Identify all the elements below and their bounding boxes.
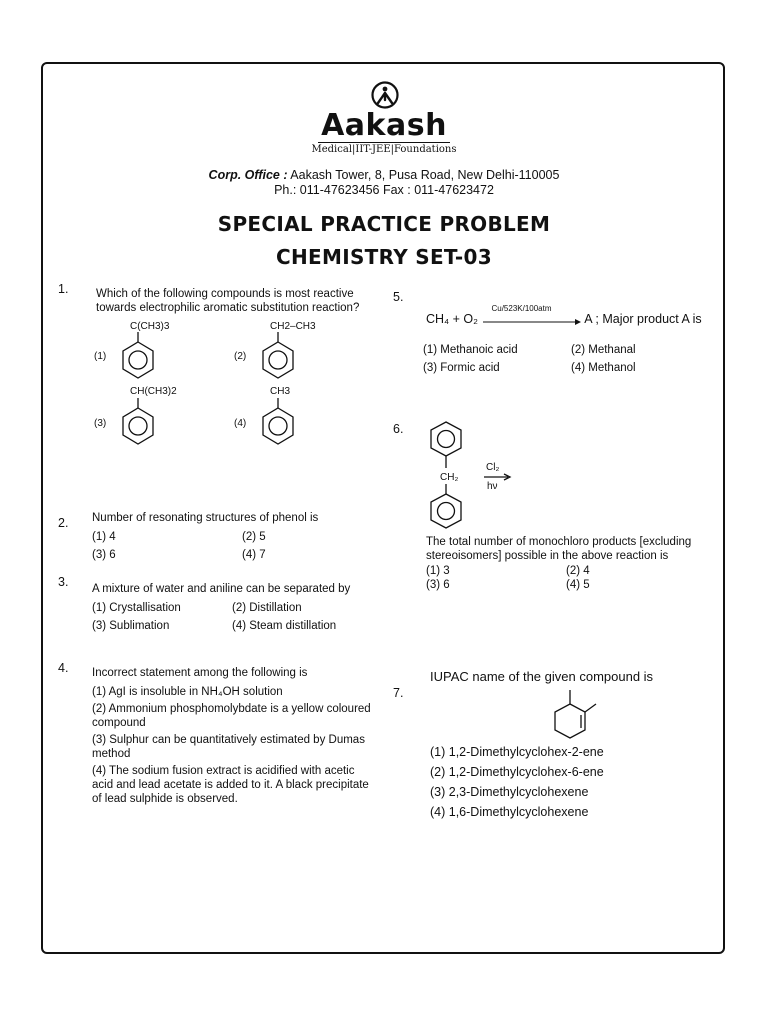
q2-option-3[interactable]: (3) 6 [92, 549, 116, 561]
q6-ch2: CH₂ [440, 472, 459, 483]
reaction-arrow-icon [481, 318, 581, 326]
q1-label-2: (2) [234, 351, 247, 362]
q3-option-3[interactable]: (3) Sublimation [92, 620, 170, 632]
q1-sub-2: CH2–CH3 [270, 321, 316, 332]
q2-number: 2. [58, 516, 69, 530]
q6-option-3[interactable]: (3) 6 [426, 579, 450, 591]
q3-options [92, 599, 382, 635]
q5-option-1[interactable]: (1) Methanoic acid [423, 344, 518, 356]
q1-sub-1: C(CH3)3 [130, 321, 170, 332]
q4-option-2[interactable]: (2) Ammonium phosphomolybdate is a yellow coloured compound [92, 703, 371, 729]
q2-option-4[interactable]: (4) 7 [242, 549, 266, 561]
corp-address: Aakash Tower, 8, Pusa Road, New Delhi-110005 [290, 168, 560, 182]
brand-name: Aakash [321, 108, 447, 143]
q5-number: 5. [393, 290, 404, 304]
q2-text: Number of resonating structures of phenol is [92, 512, 319, 524]
q1-text: Which of the following compounds is most reactive towards electrophilic aromatic substitution reaction? [96, 288, 360, 314]
aakash-logo-icon [370, 80, 400, 110]
q7-text: IUPAC name of the given compound is [430, 669, 654, 684]
q3-text: A mixture of water and aniline can be separated by [92, 583, 351, 595]
q4-option-3[interactable]: (3) Sulphur can be quantitatively estimated by Dumas method [92, 734, 365, 760]
q4-number: 4. [58, 661, 69, 675]
q6-option-2[interactable]: (2) 4 [566, 565, 590, 577]
q4-option-4[interactable]: (4) The sodium fusion extract is acidified with acetic acid and lead acetate is added to it. A black precipitate of lead sulphide is observed. [92, 765, 369, 805]
q1-sub-4: CH3 [270, 386, 291, 397]
q7-option-3[interactable]: (3) 2,3-Dimethylcyclohexene [430, 785, 589, 799]
q5-condition: Cu/523K/100atm [491, 303, 552, 313]
q6-option-1[interactable]: (1) 3 [426, 565, 450, 577]
q3-option-2[interactable]: (2) Distillation [232, 602, 302, 614]
corp-office [150, 168, 618, 198]
q7-option-2[interactable]: (2) 1,2-Dimethylcyclohex-6-ene [430, 765, 604, 779]
q6-option-4[interactable]: (4) 5 [566, 579, 590, 591]
q3-option-1[interactable]: (1) Crystallisation [92, 602, 181, 614]
q1-label-1: (1) [94, 351, 107, 362]
q3-option-4[interactable]: (4) Steam distillation [232, 620, 337, 632]
q5-reactants: CH₄ + O₂ [426, 312, 478, 326]
q6-light: hν [487, 481, 498, 492]
q7-option-4[interactable]: (4) 1,6-Dimethylcyclohexene [430, 805, 589, 819]
q7-structure [540, 688, 610, 744]
q6-text: The total number of monochloro products [excluding stereoisomers] possible in the above reaction is [426, 536, 692, 562]
brand-tagline: Medical|IIT-JEE|Foundations [311, 144, 457, 155]
q6-options [426, 564, 716, 592]
q1-label-3: (3) [94, 418, 107, 429]
q5-arrow [481, 303, 581, 327]
q2-options [92, 528, 382, 564]
q4-option-1[interactable]: (1) AgI is insoluble in NH₄OH solution [92, 686, 283, 698]
q5-option-4[interactable]: (4) Methanol [571, 362, 636, 374]
q4-options [92, 685, 377, 806]
q6-structure [424, 418, 544, 536]
corp-label: Corp. Office : [208, 168, 288, 182]
q7-number: 7. [393, 686, 404, 700]
brand-rule [318, 142, 450, 143]
q6-number: 6. [393, 422, 404, 436]
q6-reagent: Cl₂ [486, 462, 500, 473]
q5-tail: A ; Major product A is [584, 312, 702, 326]
q5-option-2[interactable]: (2) Methanal [571, 344, 636, 356]
q1-label-4: (4) [234, 418, 247, 429]
q1-structures [90, 316, 380, 456]
q5-options [423, 341, 713, 377]
q5-option-3[interactable]: (3) Formic acid [423, 362, 500, 374]
page-subtitle: CHEMISTRY SET-03 [276, 245, 492, 269]
q4-text: Incorrect statement among the following is [92, 667, 308, 679]
q7-option-1[interactable]: (1) 1,2-Dimethylcyclohex-2-ene [430, 745, 604, 759]
q7-options [430, 742, 720, 822]
q1-sub-3: CH(CH3)2 [130, 386, 177, 397]
q2-option-2[interactable]: (2) 5 [242, 531, 266, 543]
q3-number: 3. [58, 575, 69, 589]
corp-phone: Ph.: 011-47623456 Fax : 011-47623472 [274, 183, 494, 197]
page-title: SPECIAL PRACTICE PROBLEM [217, 212, 551, 236]
q1-number: 1. [58, 282, 69, 296]
q5-reaction [426, 303, 726, 327]
q2-option-1[interactable]: (1) 4 [92, 531, 116, 543]
